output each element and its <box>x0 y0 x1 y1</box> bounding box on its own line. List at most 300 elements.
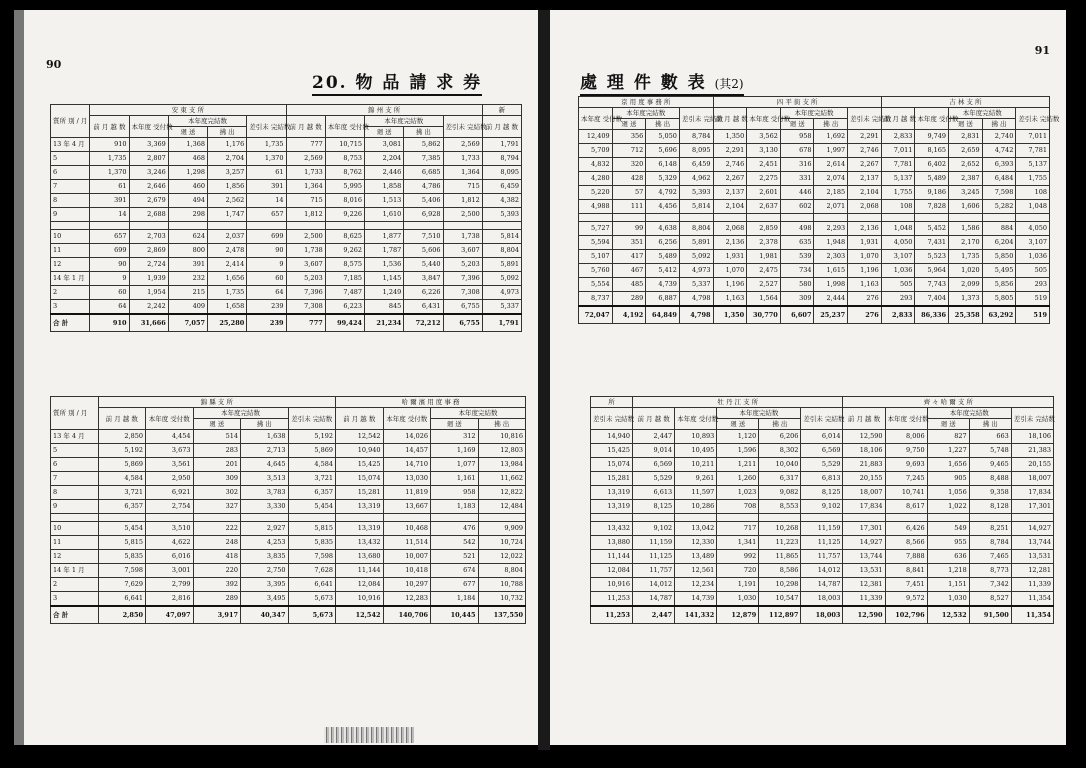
header-cell: 本年度 受付数 <box>146 408 194 430</box>
table-cell: 60 <box>90 286 129 300</box>
table-cell: 8,125 <box>801 486 843 500</box>
table-cell: 12,022 <box>478 550 526 564</box>
table-cell: 7,781 <box>1016 144 1050 158</box>
table-cell: 302 <box>193 486 241 500</box>
table-cell: 2,242 <box>129 300 168 315</box>
table-cell: 2,807 <box>129 152 168 166</box>
table-cell: 2,387 <box>949 172 983 186</box>
table-cell: 9 <box>247 258 286 272</box>
table-cell: 2,099 <box>949 278 983 292</box>
table-cell: 1,747 <box>208 208 247 222</box>
table-cell: 1,610 <box>365 208 404 222</box>
table-cell: 3,245 <box>949 186 983 200</box>
table-cell: 6,813 <box>801 472 843 486</box>
table-cell: 9,749 <box>915 130 949 144</box>
table-cell: 11,819 <box>383 486 431 500</box>
table-cell: 2,637 <box>747 200 781 214</box>
table-cell: 140,706 <box>383 606 431 624</box>
table-cell: 717 <box>717 522 759 536</box>
table-cell: 5,673 <box>288 592 336 607</box>
table-cell: 6,014 <box>801 430 843 444</box>
table-cell: 6,459 <box>482 180 521 194</box>
table-cell: 6 <box>51 166 90 180</box>
table-cell: 10,741 <box>885 486 927 500</box>
header-cell: 本年度 受付数 <box>129 116 168 138</box>
table-cell: 519 <box>1016 292 1050 307</box>
header-cell <box>247 222 286 230</box>
table-cell: 1,606 <box>949 200 983 214</box>
table-cell: 5,529 <box>633 472 675 486</box>
table-cell: 521 <box>431 550 479 564</box>
table-cell: 1,298 <box>168 166 207 180</box>
table-cell: 6,569 <box>801 444 843 458</box>
table-cell: 2,859 <box>747 222 781 236</box>
table-cell: 10,268 <box>759 522 801 536</box>
table-cell: 1,163 <box>713 292 747 307</box>
table-row <box>591 458 1054 472</box>
table-cell: 6,887 <box>646 292 680 307</box>
header-cell: 前 月 越 数 <box>713 108 747 130</box>
table-cell: 8,016 <box>325 194 364 208</box>
table-cell: 9,186 <box>915 186 949 200</box>
table-cell: 7,465 <box>969 550 1011 564</box>
table-cell: 6,755 <box>443 314 482 332</box>
table-cell: 64 <box>247 286 286 300</box>
table-cell: 9,261 <box>675 472 717 486</box>
header-cell <box>848 214 882 222</box>
table-cell: 10,468 <box>383 522 431 536</box>
table-cell: 3,001 <box>146 564 194 578</box>
table-cell: 17,301 <box>1011 500 1053 514</box>
table-cell: 2,713 <box>241 444 289 458</box>
table-cell: 8,841 <box>885 564 927 578</box>
table-cell: 9,082 <box>759 486 801 500</box>
table-cell: 5,203 <box>286 272 325 286</box>
header-cell <box>482 222 521 230</box>
table-cell: 3,495 <box>241 592 289 607</box>
header-cell: 差引未 完結数 <box>1011 408 1053 430</box>
table-cell: 1,733 <box>443 152 482 166</box>
table-row <box>579 250 1050 264</box>
table-cell: 6,393 <box>982 158 1016 172</box>
table-cell: 4,456 <box>646 200 680 214</box>
table-cell: 446 <box>780 186 814 200</box>
table-cell: 1,077 <box>431 458 479 472</box>
table-cell: 7,598 <box>982 186 1016 200</box>
table-cell: 7,628 <box>288 564 336 578</box>
header-cell <box>443 222 482 230</box>
table-cell: 2,750 <box>241 564 289 578</box>
table-cell: 309 <box>780 292 814 307</box>
header-cell <box>90 222 129 230</box>
table-cell: 8,575 <box>325 258 364 272</box>
table-cell: 1,196 <box>713 278 747 292</box>
header-cell: 拂 出 <box>814 119 848 130</box>
table-cell: 11,757 <box>801 550 843 564</box>
table-cell: 992 <box>717 550 759 564</box>
table-row <box>579 292 1050 307</box>
table-cell: 13,489 <box>675 550 717 564</box>
table-cell: 12,330 <box>675 536 717 550</box>
table-cell: 1,998 <box>814 278 848 292</box>
table-cell: 21,883 <box>843 458 885 472</box>
table-cell: 309 <box>193 472 241 486</box>
table-cell: 1,755 <box>881 186 915 200</box>
table-cell: 111 <box>612 200 646 214</box>
table-cell: 7 <box>51 180 90 194</box>
table-cell: 6,928 <box>404 208 443 222</box>
header-cell: 拂 出 <box>208 127 247 138</box>
table-cell: 1,350 <box>713 130 747 144</box>
table-cell: 9,226 <box>325 208 364 222</box>
table-cell: 1,536 <box>365 258 404 272</box>
header-cell: 前 月 越 数 <box>98 408 146 430</box>
table-cell: 2,646 <box>129 180 168 194</box>
table-cell: 220 <box>193 564 241 578</box>
table-cell: 1,191 <box>717 578 759 592</box>
table-cell: 12,283 <box>383 592 431 607</box>
table-cell: 958 <box>431 486 479 500</box>
header-cell: 本年度 受付数 <box>383 408 431 430</box>
table-cell: 1,638 <box>241 430 289 444</box>
table-cell: 1,997 <box>814 144 848 158</box>
header-cell <box>168 222 207 230</box>
table-cell: 12,484 <box>478 500 526 514</box>
table-cell: 392 <box>193 578 241 592</box>
table-cell: 5,606 <box>404 244 443 258</box>
header-cell <box>633 514 675 522</box>
header-cell <box>759 514 801 522</box>
header-cell <box>675 514 717 522</box>
table-cell: 11,223 <box>759 536 801 550</box>
table-cell: 494 <box>168 194 207 208</box>
table-cell: 468 <box>168 152 207 166</box>
total-row <box>51 606 526 624</box>
table-cell: 12,409 <box>579 130 613 144</box>
table-row <box>591 486 1054 500</box>
table-cell: 2,679 <box>129 194 168 208</box>
header-cell <box>713 214 747 222</box>
table-cell: 884 <box>982 222 1016 236</box>
table-cell: 5 <box>51 152 90 166</box>
table-row <box>51 230 522 244</box>
header-cell <box>1011 514 1053 522</box>
table-cell: 4,050 <box>1016 222 1050 236</box>
table-cell: 602 <box>780 200 814 214</box>
table-cell: 12,590 <box>843 606 885 624</box>
table-cell: 72,212 <box>404 314 443 332</box>
table-cell: 542 <box>431 536 479 550</box>
table-row <box>579 172 1050 186</box>
table-cell: 21,383 <box>1011 444 1053 458</box>
header-cell: 差引未 完結数 <box>1016 108 1050 130</box>
table-cell: 15,281 <box>591 472 633 486</box>
table-cell: 1,196 <box>848 264 882 278</box>
table-cell: 15,425 <box>591 444 633 458</box>
header-cell <box>129 222 168 230</box>
table-cell: 10,724 <box>478 536 526 550</box>
table-cell: 11,339 <box>843 592 885 607</box>
table-cell: 2,659 <box>949 144 983 158</box>
table-header-row <box>591 408 1054 419</box>
table-cell: 4,739 <box>646 278 680 292</box>
table-cell: 61 <box>247 166 286 180</box>
table-row <box>51 300 522 315</box>
table-cell: 3,395 <box>241 578 289 592</box>
table-cell: 64 <box>90 300 129 315</box>
office-header: 所 <box>591 397 633 408</box>
table-cell: 13,432 <box>336 536 384 550</box>
table-cell: 3,107 <box>1016 236 1050 250</box>
table-cell: 7,245 <box>885 472 927 486</box>
table-cell: 8,566 <box>885 536 927 550</box>
table-cell: 5,337 <box>482 300 521 315</box>
table-cell: 298 <box>168 208 207 222</box>
table-cell: 17,301 <box>843 522 885 536</box>
table-cell: 14 年 1 月 <box>51 564 99 578</box>
header-cell <box>365 222 404 230</box>
table-cell: 699 <box>90 244 129 258</box>
table-cell: 1,733 <box>286 166 325 180</box>
table-cell: 12,084 <box>336 578 384 592</box>
header-cell: 本年度完結数 <box>168 116 247 127</box>
table-cell: 2,746 <box>713 158 747 172</box>
table-header-row <box>579 119 1050 130</box>
table-cell: 5,412 <box>646 264 680 278</box>
table-row <box>591 444 1054 458</box>
total-row <box>579 306 1050 324</box>
table-cell: 5,709 <box>579 144 613 158</box>
table-cell: 10,715 <box>325 138 364 152</box>
header-cell: 差引未 完結数 <box>247 116 286 138</box>
table-cell: 6,317 <box>759 472 801 486</box>
table-cell: 2,185 <box>814 186 848 200</box>
table-cell: 505 <box>881 278 915 292</box>
table-cell: 5,696 <box>646 144 680 158</box>
table-cell: 248 <box>193 536 241 550</box>
table-cell: 12,234 <box>675 578 717 592</box>
table-cell: 677 <box>431 578 479 592</box>
table-cell: 2,850 <box>98 430 146 444</box>
table-cell: 1,030 <box>717 592 759 607</box>
table-cell: 5,495 <box>982 264 1016 278</box>
table-cell: 3,721 <box>288 472 336 486</box>
table-cell: 2,447 <box>633 430 675 444</box>
header-cell: 本年度 受付数 <box>579 108 613 130</box>
table-cell: 958 <box>780 130 814 144</box>
table-cell: 6,459 <box>679 158 713 172</box>
table-cell: 1,161 <box>431 472 479 486</box>
table-cell: 12 <box>51 258 90 272</box>
table-cell: 14 年 1 月 <box>51 272 90 286</box>
table-cell: 8,128 <box>969 500 1011 514</box>
table-cell: 7,598 <box>98 564 146 578</box>
table-cell: 4,454 <box>146 430 194 444</box>
table-row <box>591 472 1054 486</box>
header-cell: 差引未 完結数 <box>591 408 633 430</box>
table-cell: 11,865 <box>759 550 801 564</box>
header-cell: 差引未 完結数 <box>848 108 882 130</box>
table-cell: 6,148 <box>646 158 680 172</box>
table-row <box>51 258 522 272</box>
table-cell: 2,170 <box>949 236 983 250</box>
header-cell <box>591 514 633 522</box>
table-cell: 2,500 <box>443 208 482 222</box>
table-cell: 3,562 <box>747 130 781 144</box>
table-cell: 90 <box>90 258 129 272</box>
table-cell: 1,373 <box>949 292 983 307</box>
table-cell: 955 <box>927 536 969 550</box>
table-cell: 6,431 <box>404 300 443 315</box>
table-cell: 14,927 <box>843 536 885 550</box>
table-cell: 5,727 <box>579 222 613 236</box>
table-cell: 9,358 <box>969 486 1011 500</box>
page-number: 91 <box>1034 44 1050 57</box>
table-cell: 10,495 <box>675 444 717 458</box>
table-cell: 31,666 <box>129 314 168 332</box>
header-cell <box>404 222 443 230</box>
table-row <box>591 578 1054 592</box>
table-cell: 6 <box>51 458 99 472</box>
table-cell: 2,614 <box>814 158 848 172</box>
table-cell: 13 年 4 月 <box>51 138 90 152</box>
table-cell: 418 <box>193 550 241 564</box>
table-row <box>51 522 526 536</box>
table-cell: 3,607 <box>286 258 325 272</box>
table-cell: 1,981 <box>747 250 781 264</box>
table-cell: 6,484 <box>982 172 1016 186</box>
header-cell: 差引未 完結数 <box>443 116 482 138</box>
table-cell: 5,815 <box>288 522 336 536</box>
table-cell: 5,107 <box>579 250 613 264</box>
table-cell: 6,921 <box>146 486 194 500</box>
table-cell: 2,601 <box>747 186 781 200</box>
table-cell: 549 <box>927 522 969 536</box>
table-cell: 15,074 <box>336 472 384 486</box>
table-cell: 9,572 <box>885 592 927 607</box>
header-cell <box>146 514 194 522</box>
header-cell: 拂 出 <box>969 419 1011 430</box>
table-cell: 2,037 <box>208 230 247 244</box>
table-cell: 4,798 <box>679 306 713 324</box>
table-cell: 99,424 <box>325 314 364 332</box>
table-row <box>51 458 526 472</box>
table-cell: 276 <box>848 292 882 307</box>
header-cell <box>982 214 1016 222</box>
table-cell: 2,446 <box>365 166 404 180</box>
table-cell: 18,007 <box>843 486 885 500</box>
table-cell: 12,879 <box>717 606 759 624</box>
table-cell: 3 <box>51 300 90 315</box>
table-cell: 14,940 <box>591 430 633 444</box>
table-row <box>51 578 526 592</box>
table-cell: 4,622 <box>146 536 194 550</box>
table-cell: 276 <box>848 306 882 324</box>
table-cell: 2,703 <box>129 230 168 244</box>
table-cell: 14,739 <box>675 592 717 607</box>
table-top-right <box>578 96 1060 324</box>
table-cell: 12,590 <box>843 430 885 444</box>
header-cell: 差引未 完結数 <box>679 108 713 130</box>
table-cell: 201 <box>193 458 241 472</box>
table-cell: 827 <box>927 430 969 444</box>
table-cell: 800 <box>168 244 207 258</box>
table-cell: 72,047 <box>579 306 613 324</box>
table-cell: 12,381 <box>843 578 885 592</box>
header-cell: 前 月 越 数 <box>336 408 384 430</box>
table-cell: 1,939 <box>129 272 168 286</box>
table-cell: 1,070 <box>713 264 747 278</box>
table-cell: 2,527 <box>747 278 781 292</box>
table-cell: 4,280 <box>579 172 613 186</box>
table-cell: 11,597 <box>675 486 717 500</box>
table-cell: 40,347 <box>241 606 289 624</box>
table-cell: 14 <box>90 208 129 222</box>
table-cell: 10,445 <box>431 606 479 624</box>
table-cell: 485 <box>612 278 646 292</box>
table-row <box>579 200 1050 214</box>
header-cell <box>969 514 1011 522</box>
table-cell: 5,850 <box>982 250 1016 264</box>
table-cell: 12,803 <box>478 444 526 458</box>
table-cell: 2,816 <box>146 592 194 607</box>
table-cell: 2,833 <box>881 130 915 144</box>
table-cell: 10,286 <box>675 500 717 514</box>
table-cell: 1,036 <box>1016 250 1050 264</box>
header-cell: 質所 別 / 月 <box>51 397 99 430</box>
header-cell <box>336 514 384 522</box>
table-cell: 2,137 <box>848 172 882 186</box>
table-cell: 2,267 <box>848 158 882 172</box>
table-cell: 1,564 <box>747 292 781 307</box>
table-cell: 657 <box>247 208 286 222</box>
table-cell: 8,773 <box>969 564 1011 578</box>
table-cell: 5,529 <box>801 458 843 472</box>
table-cell: 239 <box>247 314 286 332</box>
header-cell <box>927 514 969 522</box>
table-cell: 2,833 <box>881 306 915 324</box>
table-cell: 5,995 <box>325 180 364 194</box>
table-cell: 91,500 <box>969 606 1011 624</box>
table-row <box>579 130 1050 144</box>
table-cell: 3,561 <box>146 458 194 472</box>
table-cell: 5,137 <box>881 172 915 186</box>
table-cell: 845 <box>365 300 404 315</box>
table-row <box>51 244 522 258</box>
office-header: 新 <box>482 105 521 116</box>
table-cell: 1,145 <box>365 272 404 286</box>
table-cell: 17,834 <box>843 500 885 514</box>
table-cell: 636 <box>927 550 969 564</box>
table-cell: 5,835 <box>288 536 336 550</box>
table-cell: 4,742 <box>982 144 1016 158</box>
table-cell: 1,586 <box>949 222 983 236</box>
table-cell: 9,102 <box>801 500 843 514</box>
table-cell: 13,432 <box>591 522 633 536</box>
table-header-row <box>591 397 1054 408</box>
table-cell: 2,746 <box>848 144 882 158</box>
table-cell: 1,151 <box>927 578 969 592</box>
table-cell: 1,211 <box>717 458 759 472</box>
table-cell: 7,743 <box>915 278 949 292</box>
table-cell: 2,569 <box>286 152 325 166</box>
table-row <box>51 152 522 166</box>
table-cell: 5,220 <box>579 186 613 200</box>
table-cell: 2,950 <box>146 472 194 486</box>
table-cell: 3,107 <box>881 250 915 264</box>
table-cell: 5,748 <box>969 444 1011 458</box>
table-cell: 13,744 <box>1011 536 1053 550</box>
